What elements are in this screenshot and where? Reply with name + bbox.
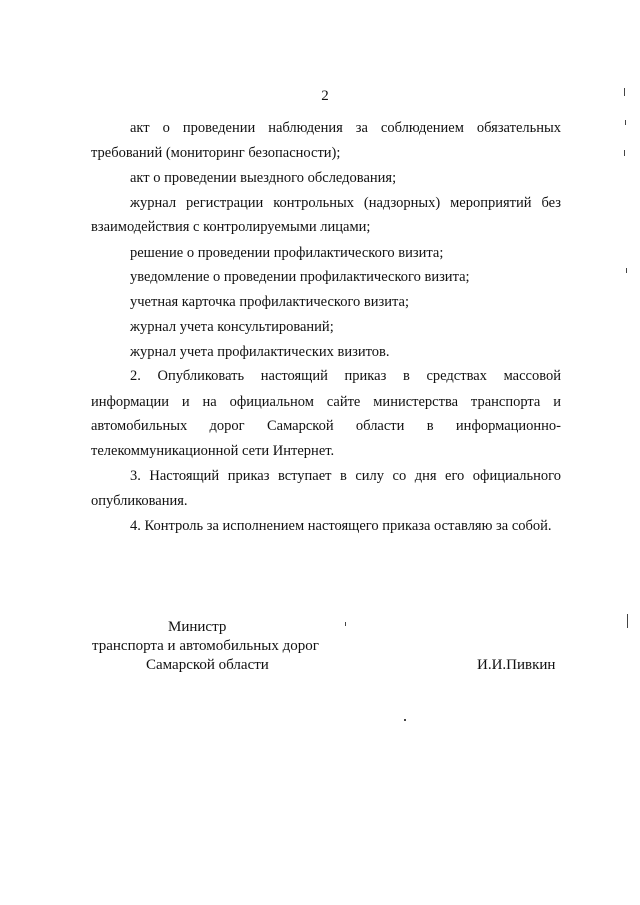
text-line: 4. Контроль за исполнением настоящего приказа оставляю за собой. <box>130 518 552 534</box>
scan-speck <box>625 120 626 125</box>
text-line: опубликования. <box>91 493 188 509</box>
scan-speck <box>624 88 625 96</box>
signer-title-line1: Министр <box>168 619 227 635</box>
text-line: взаимодействия с контролируемыми лицами; <box>91 219 371 235</box>
text-line: решение о проведении профилактического визита; <box>130 245 444 261</box>
text-line: журнал учета консультирований; <box>130 319 334 335</box>
text-line: телекоммуникационной сети Интернет. <box>91 443 335 459</box>
scan-speck <box>624 150 625 156</box>
text-line: учетная карточка профилактического визита; <box>130 294 409 310</box>
scan-speck <box>404 719 406 721</box>
text-line: информации и на официальном сайте министерства транспорта и <box>91 394 561 410</box>
scan-speck <box>627 614 628 628</box>
text-line: акт о проведении наблюдения за соблюдением обязательных <box>130 120 561 136</box>
text-line: автомобильных дорог Самарской области в информационно- <box>91 418 561 434</box>
text-line: журнал регистрации контрольных (надзорных) мероприятий без <box>130 195 561 211</box>
page-number: 2 <box>321 88 329 104</box>
text-line: 3. Настоящий приказ вступает в силу со дня его официального <box>130 468 561 484</box>
text-line: журнал учета профилактических визитов. <box>130 344 390 360</box>
signer-name: И.И.Пивкин <box>477 657 556 673</box>
text-line: акт о проведении выездного обследования; <box>130 170 397 186</box>
signer-title-line2: транспорта и автомобильных дорог <box>92 638 319 654</box>
signer-title-line3: Самарской области <box>146 657 269 673</box>
scan-speck <box>626 268 627 273</box>
text-line: уведомление о проведении профилактического визита; <box>130 269 470 285</box>
text-line: 2. Опубликовать настоящий приказ в средствах массовой <box>130 368 561 384</box>
text-line: требований (мониторинг безопасности); <box>91 145 341 161</box>
scan-speck <box>345 622 346 626</box>
